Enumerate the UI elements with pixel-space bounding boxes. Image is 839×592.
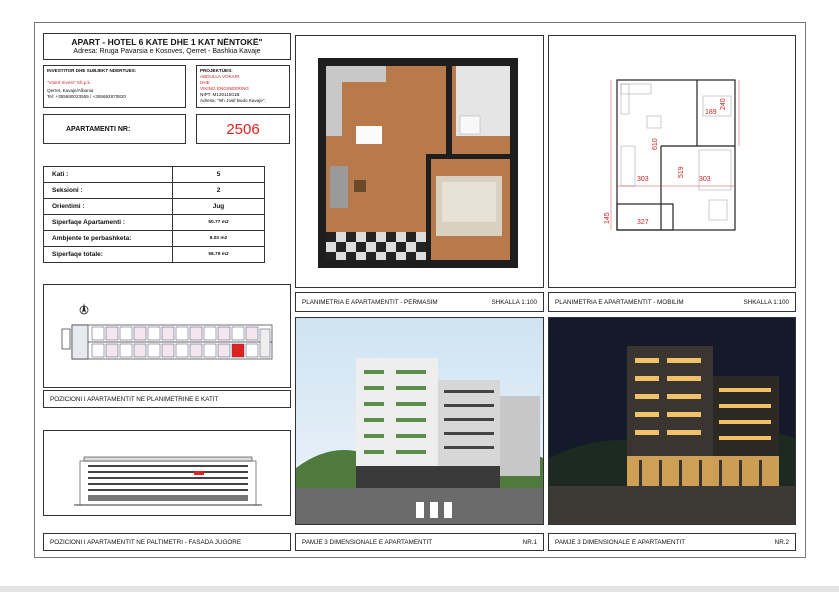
spec-label: Kati :: [44, 167, 173, 183]
furniture-plan-panel: [548, 35, 796, 288]
render2-image: [549, 318, 795, 524]
furniture-plan-caption: PLANIMETRIA E APARTAMENTIT - MOBILIM: [555, 298, 684, 306]
apartment-label: APARTAMENTI NR:: [66, 125, 131, 133]
apartment-number-box: [196, 114, 290, 144]
floor-position-caption: POZICIONI I APARTAMENTIT NE PLANIMETRINE E KATIT: [50, 395, 219, 403]
facade-panel: [43, 430, 291, 516]
render2-caption-box: [548, 533, 796, 551]
spec-value: Jug: [173, 199, 265, 215]
render2-panel: [548, 317, 796, 525]
spec-value: 2: [173, 183, 265, 199]
facade-caption-box: [43, 533, 291, 551]
floor-position-panel: [43, 284, 291, 388]
project-address: Adresa: Rruga Pavarsia e Kosoves, Qerret - Bashkia Kavaje: [73, 48, 261, 55]
designer-line3: VIKING ENGINEERING: [200, 86, 250, 91]
designer-line1: ABDULLA VOKARI: [200, 74, 240, 79]
investor-location: Qerret, Kavaje/Albania: [47, 88, 94, 93]
designer-nipt: NIPT: M13011501B: [200, 92, 240, 97]
specs-table: [43, 166, 265, 263]
furnished-plan-render: [296, 36, 543, 287]
apartment-number: 2506: [226, 120, 260, 138]
spec-row: [44, 215, 265, 231]
designer-line2: DHE: [200, 80, 210, 85]
dimension-label: 145: [604, 212, 611, 224]
investor-box: [43, 65, 186, 108]
furnished-plan-caption-box: [295, 292, 544, 312]
facade-caption: POZICIONI I APARTAMENTIT NE PALTIMETRI - FASADA JUGORE: [50, 538, 242, 546]
spec-row: [44, 167, 265, 183]
apartment-label-box: [43, 114, 186, 144]
furnished-plan-scale: SHKALLA 1:100: [491, 298, 537, 306]
dimension-label: 189: [705, 109, 717, 116]
investor-name: "Volert Invest" Sh.p.k.: [47, 80, 92, 85]
highlighted-facade-unit: [194, 471, 204, 475]
render2-caption: PAMJE 3 DIMENSIONALE E APARTAMENTIT: [555, 538, 686, 546]
page-bottom-strip: [0, 586, 839, 592]
dimension-label: 610: [652, 138, 659, 150]
dimension-label: 303: [637, 176, 649, 183]
spec-label: Siperfaqe totale:: [44, 247, 173, 263]
spec-label: Seksioni :: [44, 183, 173, 199]
designer-address: Adresa: "Ish Josif Budo Kavaje",: [200, 98, 266, 103]
render1-caption: PAMJE 3 DIMENSIONALE E APARTAMENTIT: [302, 538, 433, 546]
investor-phone: Tel: +355680023555 / +355692870820: [47, 94, 126, 99]
furniture-plan-scale: SHKALLA 1:100: [743, 298, 789, 306]
spec-label: Ambjente te perbashketa:: [44, 231, 173, 247]
render1-panel: [295, 317, 544, 525]
furnished-plan-panel: [295, 35, 544, 288]
highlighted-unit: [232, 344, 244, 357]
designer-box: [196, 65, 290, 108]
dimension-label: 240: [720, 98, 727, 110]
furniture-plan-caption-box: [548, 292, 796, 312]
spec-row: [44, 231, 265, 247]
furniture-plan-drawing: [549, 36, 795, 287]
spec-value: 8.02 m2: [173, 231, 265, 247]
render2-number: NR.2: [774, 538, 789, 546]
spec-row: [44, 247, 265, 263]
north-arrow-icon: [80, 303, 88, 314]
dimension-label: 303: [699, 176, 711, 183]
floor-position-caption-box: [43, 390, 291, 408]
floor-position-drawing: [44, 285, 290, 387]
spec-row: [44, 199, 265, 215]
investor-heading: INVESTITOR DHE SUBJEKT NDERTUES:: [47, 68, 137, 73]
title-block: [43, 33, 291, 60]
render1-caption-box: [295, 533, 544, 551]
dimension-label: 327: [637, 219, 649, 226]
dimension-label: 519: [678, 166, 685, 178]
facade-drawing: [44, 431, 290, 515]
spec-label: Orientimi :: [44, 199, 173, 215]
spec-label: Siperfaqe Apartamenti :: [44, 215, 173, 231]
render1-image: [296, 318, 543, 524]
spec-row: [44, 183, 265, 199]
furnished-plan-caption: PLANIMETRIA E APARTAMENTIT - PERMASIM: [302, 298, 438, 306]
spec-value: 5: [173, 167, 265, 183]
render1-number: NR.1: [522, 538, 537, 546]
spec-value: 58.79 m2: [173, 247, 265, 263]
designer-heading: PROJEKTUES:: [200, 68, 233, 73]
spec-value: 50.77 m2: [173, 215, 265, 231]
project-title: APART - HOTEL 6 KATE DHE 1 KAT NËNTOKË": [71, 37, 263, 47]
